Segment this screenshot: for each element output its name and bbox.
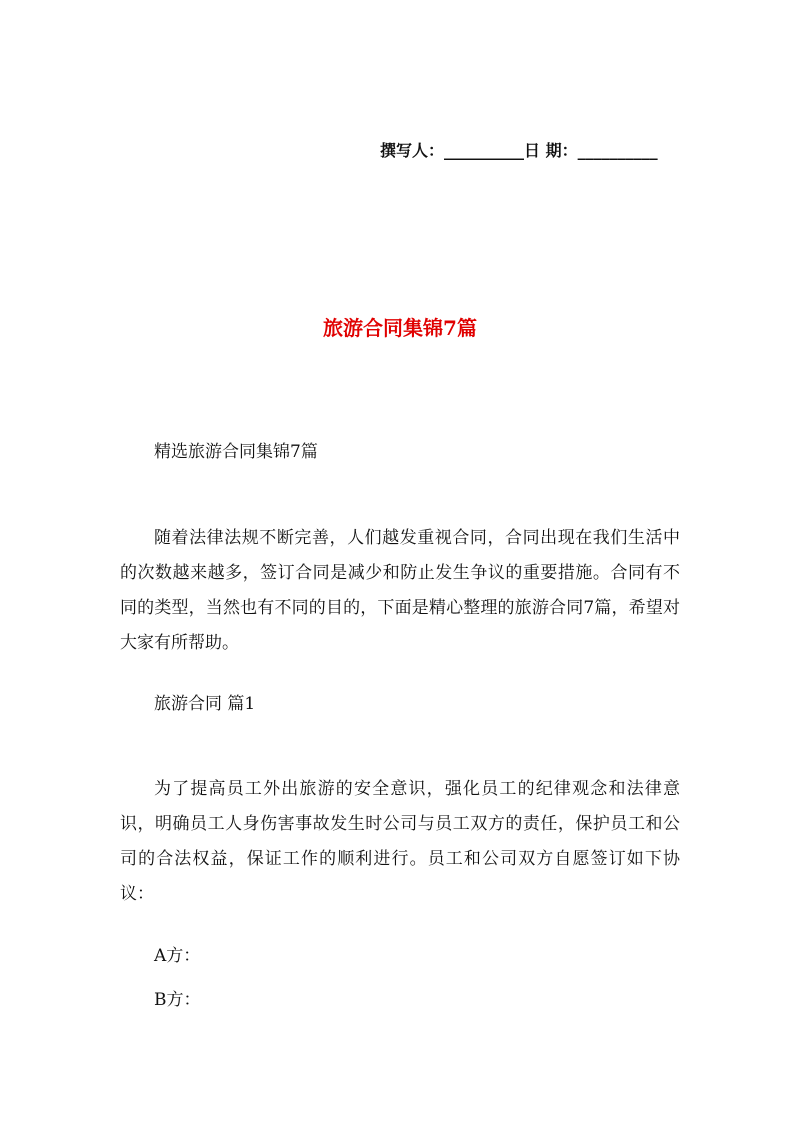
document-title: 旅游合同集锦7篇 bbox=[323, 316, 477, 340]
party-a-line: A方： bbox=[154, 946, 201, 966]
date-blank: __________ bbox=[577, 141, 658, 160]
party-b-line: B方： bbox=[154, 990, 201, 1010]
author-label: 撰写人： bbox=[380, 141, 445, 160]
author-blank: __________ bbox=[444, 141, 525, 160]
date-label: 日 期： bbox=[524, 141, 578, 160]
author-date-line bbox=[380, 140, 680, 162]
section-heading: 旅游合同 篇1 bbox=[154, 694, 256, 714]
subtitle-paragraph: 精选旅游合同集锦7篇 bbox=[154, 442, 318, 462]
body-paragraph: 为了提高员工外出旅游的安全意识，强化员工的纪律观念和法律意识，明确员工人身伤害事故发生时公司与员工双方的责任，保护员工和公司的合法权益，保证工作的顺利进行。员工和公司双方自愿签订如下协议： bbox=[120, 779, 680, 904]
intro-paragraph: 随着法律法规不断完善，人们越发重视合同，合同出现在我们生活中的次数越来越多，签订合同是减少和防止发生争议的重要措施。合同有不同的类型，当然也有不同的目的，下面是精心整理的旅游合同7篇，希望对大家有所帮助。 bbox=[120, 528, 680, 653]
